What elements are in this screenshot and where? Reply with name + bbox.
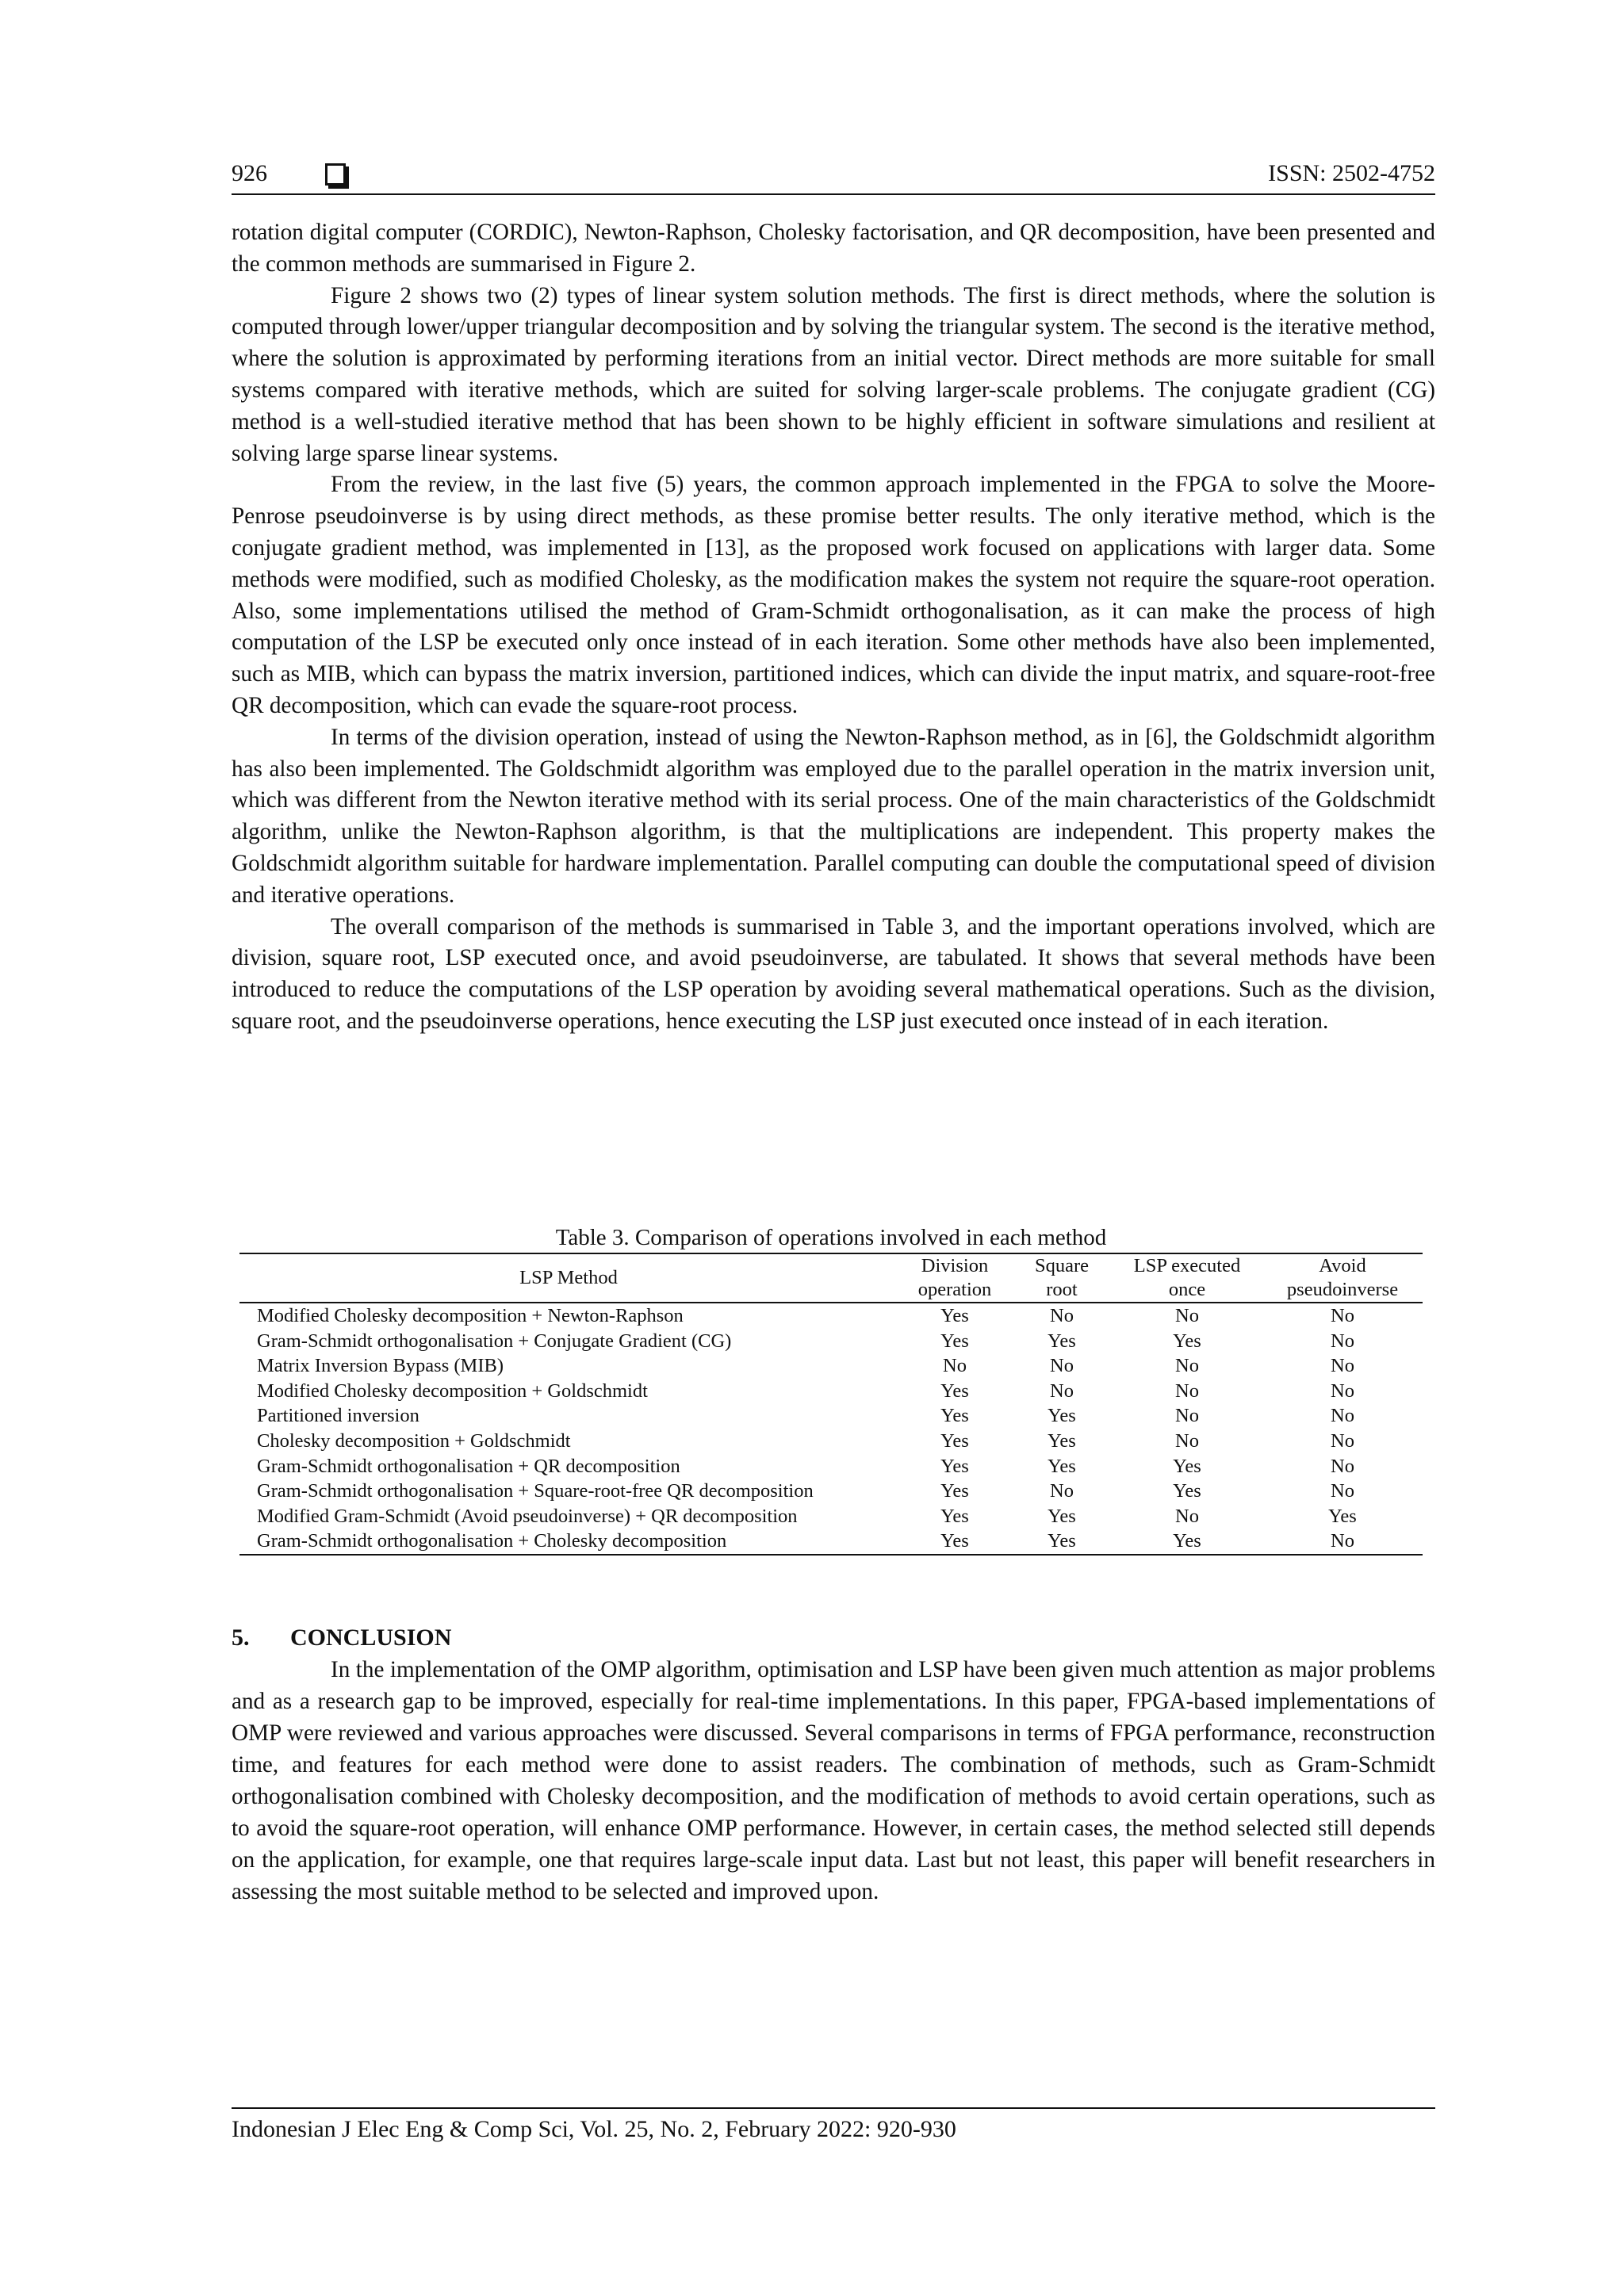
table-header-row	[239, 1253, 1423, 1303]
division-cell: Yes	[940, 1455, 969, 1477]
avoid-pseudoinverse-cell: No	[1331, 1530, 1354, 1552]
square-root-cell: Yes	[1048, 1330, 1076, 1352]
avoid-pseudoinverse-cell: No	[1331, 1429, 1354, 1452]
page-footer	[232, 2107, 1435, 2147]
lsp-once-cell: No	[1175, 1405, 1199, 1427]
lsp-once-cell: No	[1175, 1380, 1199, 1402]
square-root-cell: Yes	[1048, 1505, 1076, 1527]
method-cell: Gram-Schmidt orthogonalisation + Conjugate Gradient (CG)	[257, 1330, 732, 1352]
page-number: 926	[232, 160, 267, 186]
square-root-cell: No	[1050, 1480, 1074, 1502]
division-cell: Yes	[940, 1429, 969, 1452]
header-lsp-once	[1112, 1253, 1262, 1303]
header-division	[898, 1253, 1012, 1303]
paragraph: Figure 2 shows two (2) types of linear system solution methods. The first is direct methods, where the solution is computed through lower/upper triangular decomposition and by solving the triangular system. The second is the iterative method, where the solution is approximated by performing iterations from an initial vector. Direct methods are more suitable for small systems compared with iterative methods, which are suited for solving larger-scale problems. The conjugate gradient (CG) method is a well-studied iterative method that has been shown to be highly efficient in software simulations and resilient at solving large sparse linear systems.	[232, 282, 1435, 466]
comparison-table	[239, 1253, 1423, 1556]
method-cell: Modified Cholesky decomposition + Newton-Raphson	[257, 1305, 684, 1326]
lsp-once-cell: No	[1175, 1429, 1199, 1452]
table-row	[239, 1529, 1423, 1555]
method-cell: Gram-Schmidt orthogonalisation + Cholesky decomposition	[257, 1530, 727, 1552]
division-cell: Yes	[940, 1480, 969, 1502]
table-row	[239, 1353, 1423, 1379]
paragraph: From the review, in the last five (5) years, the common approach implemented in the FPGA to solve the Moore-Penrose pseudoinverse is by using direct methods, as these promise better results. The only iterative method, which is the conjugate gradient method, was implemented in [13], as the proposed work focused on applications with larger data. Some methods were modified, such as modified Cholesky, as the modification makes the system not require the square-root operation. Also, some implementations utilised the method of Gram-Schmidt orthogonalisation, as it can make the process of high computation of the LSP be executed only once instead of in each iteration. Some other methods have also been implemented, such as MIB, which can bypass the matrix inversion, partitioned indices, which can divide the input matrix, and square-root-free QR decomposition, which can evade the square-root process.	[232, 472, 1435, 718]
header-avoid-pseudoinverse	[1262, 1253, 1423, 1303]
division-cell: No	[943, 1355, 967, 1377]
issn-label: ISSN: 2502-4752	[1268, 160, 1435, 186]
division-cell: Yes	[940, 1505, 969, 1527]
division-cell: Yes	[940, 1330, 969, 1352]
square-root-cell: Yes	[1048, 1429, 1076, 1452]
header-line: once	[1168, 1279, 1206, 1300]
table-row	[239, 1329, 1423, 1354]
header-line: Division	[921, 1255, 989, 1276]
avoid-pseudoinverse-cell: Yes	[1328, 1505, 1357, 1527]
lsp-once-cell: No	[1175, 1305, 1199, 1326]
division-cell: Yes	[940, 1305, 969, 1326]
division-cell: Yes	[940, 1530, 969, 1552]
avoid-pseudoinverse-cell: No	[1331, 1380, 1354, 1402]
avoid-pseudoinverse-cell: No	[1331, 1355, 1354, 1377]
avoid-pseudoinverse-cell: No	[1331, 1480, 1354, 1502]
lsp-once-cell: Yes	[1173, 1330, 1201, 1352]
paragraph: rotation digital computer (CORDIC), Newton-Raphson, Cholesky factorisation, and QR decomposition, have been presented and the common methods are summarised in Figure 2.	[232, 220, 1435, 277]
header-square-root	[1012, 1253, 1112, 1303]
table-row	[239, 1403, 1423, 1429]
header-line: root	[1046, 1279, 1078, 1300]
section-number: 5.	[232, 1624, 250, 1651]
paragraph: The overall comparison of the methods is summarised in Table 3, and the important operations involved, which are division, square root, LSP executed once, and avoid pseudoinverse, are tabulated. It shows that several methods have been introduced to reduce the computations of the LSP operation by avoiding several mathematical operations. Such as the division, square root, and the pseudoinverse operations, hence executing the LSP just executed once instead of in each iteration.	[232, 913, 1435, 1034]
lsp-once-cell: No	[1175, 1355, 1199, 1377]
header-rule	[232, 193, 1435, 195]
division-cell: Yes	[940, 1380, 969, 1402]
header-line: operation	[917, 1279, 992, 1300]
section-title: CONCLUSION	[290, 1624, 452, 1651]
table-caption: Table 3. Comparison of operations involved in each method	[555, 1225, 1107, 1250]
table-row	[239, 1504, 1423, 1529]
lsp-once-cell: Yes	[1173, 1530, 1201, 1552]
body-text	[232, 217, 1435, 1038]
header-line: Avoid	[1319, 1255, 1366, 1276]
footer-rule	[232, 2107, 1435, 2109]
header-line: LSP executed	[1133, 1255, 1241, 1276]
method-cell: Matrix Inversion Bypass (MIB)	[257, 1355, 504, 1377]
lsp-once-cell: No	[1175, 1505, 1199, 1527]
header-line: pseudoinverse	[1286, 1279, 1399, 1300]
division-cell: Yes	[940, 1405, 969, 1427]
conclusion-section	[232, 1622, 1435, 1908]
method-cell: Gram-Schmidt orthogonalisation + Square-root-free QR decomposition	[257, 1480, 814, 1502]
square-root-cell: Yes	[1048, 1530, 1076, 1552]
conclusion-paragraph: In the implementation of the OMP algorithm, optimisation and LSP have been given much attention as major problems and as a research gap to be improved, especially for real-time implementations. In this paper, FPGA-based implementations of OMP were reviewed and various approaches were discussed. Several comparisons in terms of FPGA performance, reconstruction time, and features for each method were done to assist readers. The combination of methods, such as Gram-Schmidt orthogonalisation combined with Cholesky decomposition, and the modification of methods to avoid certain operations, such as to avoid the square-root operation, will enhance OMP performance. However, in certain cases, the method selected still depends on the application, for example, one that requires large-scale input data. Last but not least, this paper will benefit researchers in assessing the most suitable method to be selected and improved upon.	[232, 1657, 1435, 1904]
table-row	[239, 1479, 1423, 1504]
table-row	[239, 1379, 1423, 1404]
method-cell: Partitioned inversion	[257, 1405, 419, 1427]
footer-citation: Indonesian J Elec Eng & Comp Sci, Vol. 25, No. 2, February 2022: 920-930	[232, 2116, 956, 2142]
header-line: Square	[1034, 1255, 1090, 1276]
header-lsp-method: LSP Method	[519, 1267, 618, 1288]
square-bullet-icon	[325, 163, 346, 186]
square-root-cell: Yes	[1048, 1405, 1076, 1427]
comparison-table-block	[239, 1223, 1423, 1556]
table-row	[239, 1303, 1423, 1329]
section-heading	[232, 1622, 1435, 1654]
square-root-cell: Yes	[1048, 1455, 1076, 1477]
square-root-cell: No	[1050, 1380, 1074, 1402]
lsp-once-cell: Yes	[1173, 1455, 1201, 1477]
page-header	[232, 155, 1435, 192]
avoid-pseudoinverse-cell: No	[1331, 1405, 1354, 1427]
table-row	[239, 1429, 1423, 1454]
avoid-pseudoinverse-cell: No	[1331, 1330, 1354, 1352]
method-cell: Modified Gram-Schmidt (Avoid pseudoinverse) + QR decomposition	[257, 1505, 798, 1527]
table-row	[239, 1454, 1423, 1479]
square-root-cell: No	[1050, 1305, 1074, 1326]
square-root-cell: No	[1050, 1355, 1074, 1377]
method-cell: Gram-Schmidt orthogonalisation + QR decomposition	[257, 1455, 680, 1477]
method-cell: Modified Cholesky decomposition + Goldschmidt	[257, 1380, 648, 1402]
lsp-once-cell: Yes	[1173, 1480, 1201, 1502]
paragraph: In terms of the division operation, instead of using the Newton-Raphson method, as in [6], the Goldschmidt algorithm has also been implemented. The Goldschmidt algorithm was employed due to the parallel operation in the matrix inversion unit, which was different from the Newton iterative method with its serial process. One of the main characteristics of the Goldschmidt algorithm, unlike the Newton-Raphson algorithm, is that the multiplications are independent. This property makes the Goldschmidt algorithm suitable for hardware implementation. Parallel computing can double the computational speed of division and iterative operations.	[232, 724, 1435, 908]
avoid-pseudoinverse-cell: No	[1331, 1455, 1354, 1477]
avoid-pseudoinverse-cell: No	[1331, 1305, 1354, 1326]
method-cell: Cholesky decomposition + Goldschmidt	[257, 1429, 571, 1452]
